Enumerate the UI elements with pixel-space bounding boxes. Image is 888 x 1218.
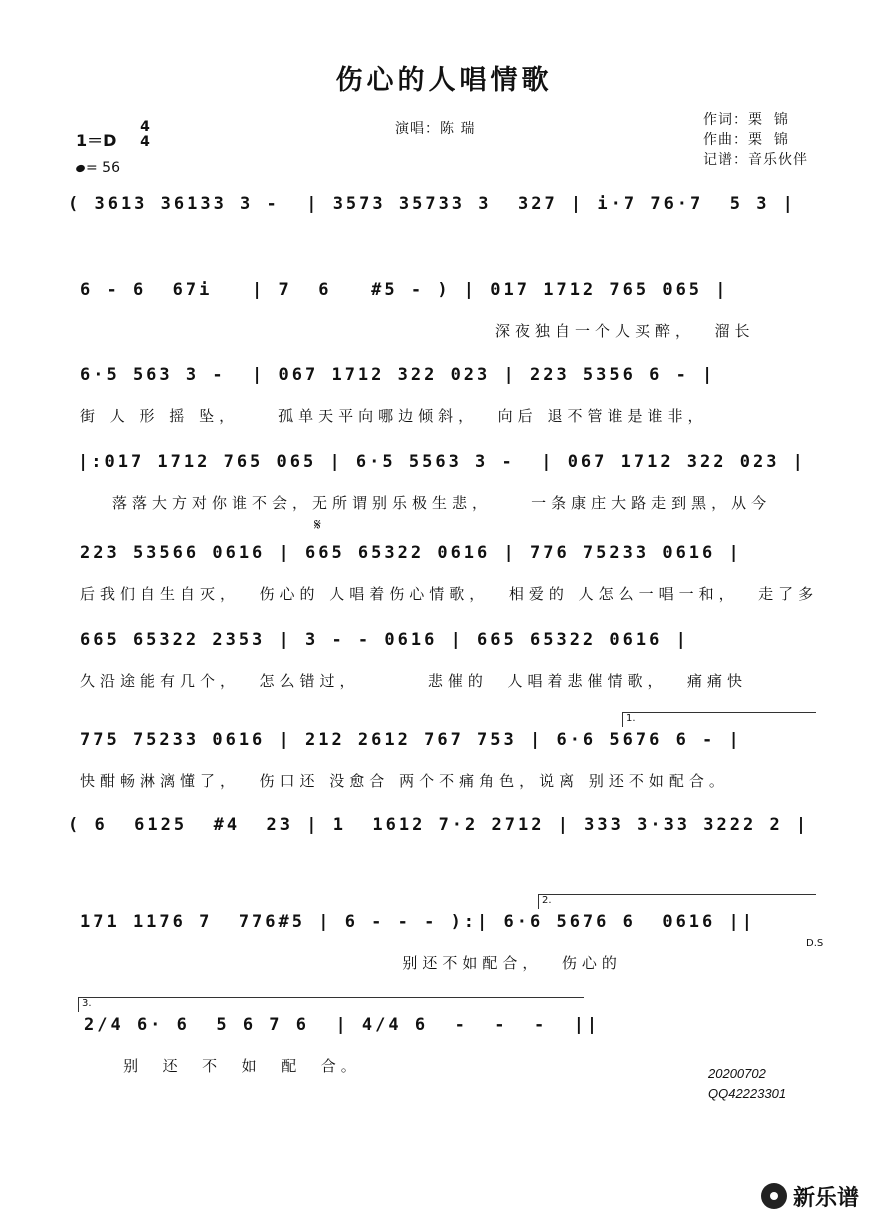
lyric-line: 落落大方对你谁不会，无所谓别乐极生悲， 一条康庄大路走到黑，从今 [112,494,772,512]
score-system-3 [0,365,888,439]
lyric-line: 快酣畅淋漓懂了， 伤口还 没愈合 两个不痛角色，说离 别还不如配合。 [80,772,729,790]
score-system-6 [0,630,888,704]
song-title: 伤心的人唱情歌 [335,65,553,96]
time-signature: 4 4 [140,119,150,150]
score-system-1 [0,194,888,268]
score-system-4 [0,452,888,526]
score-system-8 [0,815,888,889]
notation-line: |:017 1712 765 065 | 6·5 5563 3 - | 067 1712 322 023 | [78,452,806,472]
notation-line: 6·5 563 3 - | 067 1712 322 023 | 223 5356 6 - | [80,365,716,385]
notation-line: 775 75233 0616 | 212 2612 767 753 | 6·6 5676 6 - | [80,730,742,750]
logo-text: 新乐谱 [793,1185,860,1211]
score-system-5 [0,515,888,617]
quarter-note-icon [75,164,86,174]
notation-line: 2/4 6· 6 5 6 7 6 | 4/4 6 - - - || [84,1015,601,1035]
lyric-line: 别 还 不 如 配 合。 [84,1057,361,1075]
volta-3: 3. [78,997,584,1012]
score-system-2 [0,280,888,354]
score-system-9 [0,895,888,986]
ds-marking: D.S [806,938,824,949]
tempo-value: = 56 [86,160,120,176]
record-disc-icon [761,1183,787,1209]
stamp-date: 20200702 [708,1066,766,1081]
notation-line: 6 - 6 67i | 7 6 #5 - ) | 017 1712 765 065 | [80,280,729,300]
lyric-line: 后我们自生自灭， 伤心的 人唱着伤心情歌， 相爱的 人怎么一唱一和， 走了多 [80,585,819,603]
notation-line: 665 65322 2353 | 3 - - 0616 | 665 65322 0616 | [80,630,689,650]
composer-credit: 作曲：栗 锦 [703,132,789,148]
notation-line: ( 3613 36133 3 - | 3573 35733 3 327 | i·7 76·7 5 3 | [68,194,796,214]
score-system-7 [0,713,888,804]
key-signature: 1＝D [76,131,117,150]
volta-1: 1. [622,712,816,727]
segno-sign: 𝄋 [314,515,321,534]
credits-block [703,110,808,170]
transcriber-credit: 记谱：音乐伙伴 [703,152,808,168]
lyric-line: 街 人 形 摇 坠， 孤单天平向哪边倾斜， 向后 退不管谁是谁非， [80,407,708,425]
notation-line: 171 1176 7 776#5 | 6 - - - ):| 6·6 5676 6 0616 || [80,912,755,932]
notation-line: 223 53566 0616 | 665 65322 0616 | 776 75233 0616 | [80,543,742,563]
lyric-line: 深夜独自一个人买醉， 溜长 [495,322,755,340]
lyricist-credit: 作词：栗 锦 [703,112,789,128]
lyric-line: 久沿途能有几个， 怎么错过， 悲催的 人唱着悲催情歌， 痛痛快 [80,672,747,690]
transcription-stamp [708,1064,786,1104]
site-logo [761,1181,859,1211]
lyric-line: 别还不如配合， 伤心的 [80,954,622,972]
tempo-marking [76,160,120,176]
stamp-qq: QQ42223301 [708,1086,787,1101]
notation-line: ( 6 6125 #4 23 | 1 1612 7·2 2712 | 333 3·33 3222 2 | [68,815,810,835]
singer-credit: 演唱：陈 瑞 [395,121,476,137]
volta-2: 2. [538,894,816,909]
